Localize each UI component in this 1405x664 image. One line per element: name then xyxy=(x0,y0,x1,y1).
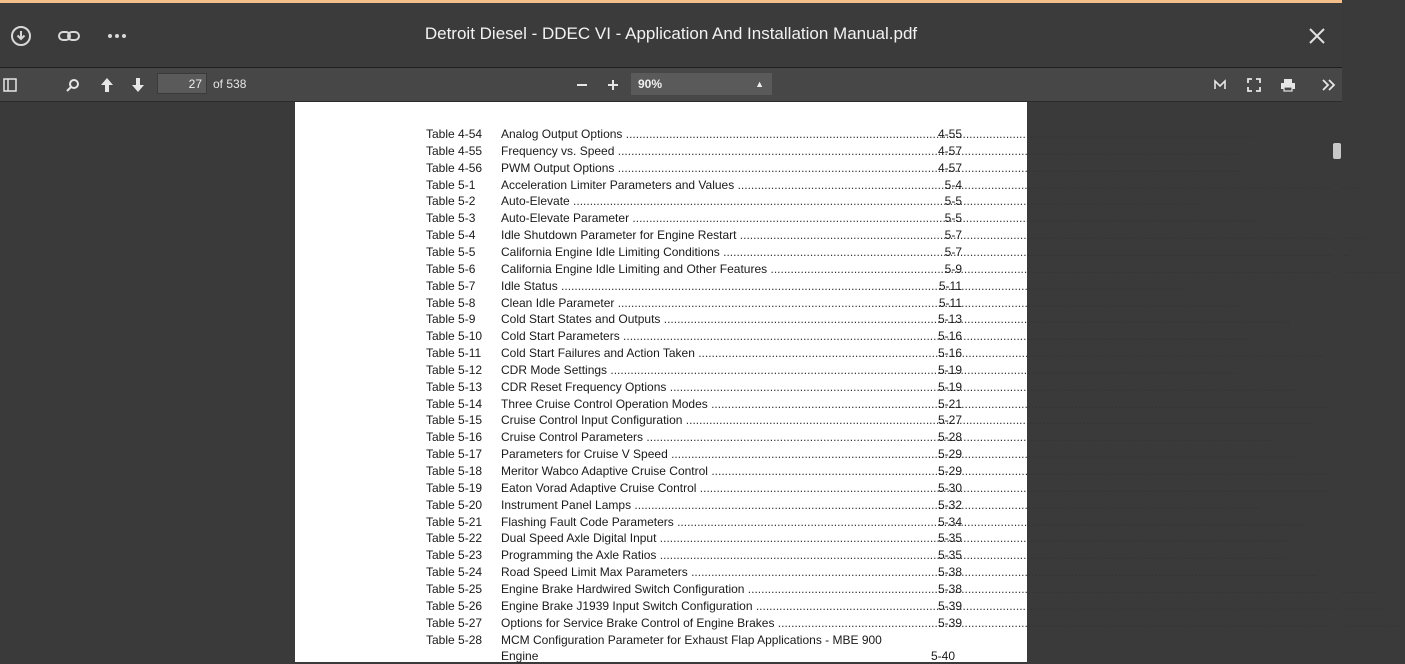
toc-row-label: Table 5-4 xyxy=(426,228,476,243)
toc-row[interactable] xyxy=(426,514,962,531)
toc-row-label: Table 5-7 xyxy=(426,278,476,293)
toc-row-title: Meritor Wabco Adaptive Cruise Control ..... xyxy=(501,463,862,479)
toc-row-page: 5-34 xyxy=(937,514,962,529)
toc-row[interactable] xyxy=(426,143,962,160)
toc-row-title: Flashing Fault Code Parameters ..... xyxy=(501,514,862,530)
toc-row-label: Table 5-23 xyxy=(426,548,483,563)
toc-row-label: Table 5-16 xyxy=(426,430,483,445)
toc-row-label: Table 5-22 xyxy=(426,531,483,546)
toc-row-title: Cruise Control Input Configuration ..... xyxy=(501,412,862,428)
toc-row-label: Table 5-19 xyxy=(426,480,483,495)
toc-row-page: 5-9 xyxy=(944,261,962,276)
zoom-value: 90% xyxy=(638,77,663,91)
sidebar-toggle-icon[interactable] xyxy=(0,68,20,101)
toc-row[interactable] xyxy=(426,412,962,429)
toc-row-continuation xyxy=(501,648,971,664)
toc-row[interactable] xyxy=(426,193,962,210)
toc-row[interactable] xyxy=(426,615,962,632)
toc-row-title-continuation: Engine xyxy=(501,649,539,664)
toc-row[interactable] xyxy=(426,160,962,177)
toc-row-label: Table 5-15 xyxy=(426,413,483,428)
toc-row[interactable] xyxy=(426,446,962,463)
fullscreen-icon[interactable] xyxy=(1244,68,1264,101)
toc-row-page: 5-38 xyxy=(937,565,962,580)
toc-row[interactable] xyxy=(426,345,962,362)
toc-row-page: 5-5 xyxy=(944,194,962,209)
toc-row-title: Auto-Elevate Parameter ..... xyxy=(501,210,862,226)
toc-row-page: 5-5 xyxy=(944,211,962,226)
close-icon[interactable] xyxy=(1305,24,1329,48)
toc-row-title: Cold Start States and Outputs ..... xyxy=(501,311,862,327)
tools-expand-icon[interactable] xyxy=(1318,68,1340,101)
toc-row-label: Table 5-20 xyxy=(426,497,483,512)
toc-row-page: 5-11 xyxy=(938,295,962,310)
toc-row-page: 4-57 xyxy=(937,143,962,158)
toc-row[interactable] xyxy=(426,210,962,227)
toc-row-title: MCM Configuration Parameter for Exhaust Flap Applications - MBE 900 xyxy=(501,632,882,647)
toc-row-page: 5-7 xyxy=(944,228,962,243)
toc-row-page: 5-19 xyxy=(937,379,962,394)
toc-row-label: Table 5-8 xyxy=(426,295,476,310)
toc-row[interactable] xyxy=(426,362,962,379)
toc-row-title: Instrument Panel Lamps ..... xyxy=(501,497,862,513)
toc-row-title: PWM Output Options ..... xyxy=(501,160,862,176)
toc-row-label: Table 5-18 xyxy=(426,464,483,478)
toc-row-title: Options for Service Brake Control of Engine Brakes ..... xyxy=(501,615,862,631)
toc-row-label: Table 5-28 xyxy=(426,632,483,647)
toc-row-page: 5-16 xyxy=(937,346,962,361)
toc-row-page: 4-57 xyxy=(937,160,962,175)
pdf-page xyxy=(295,102,1027,662)
toc-row-title: Cold Start Failures and Action Taken ..... xyxy=(501,345,862,361)
scrollbar-track[interactable] xyxy=(1332,102,1342,656)
toc-row-title: Road Speed Limit Max Parameters ..... xyxy=(501,564,862,580)
toc-row-page: 5-39 xyxy=(937,598,962,613)
toc-row-page: 5-40 xyxy=(931,649,956,664)
select-arrows-icon: ▲ xyxy=(755,79,764,89)
toc-row-title: Engine Brake Hardwired Switch Configuration ..... xyxy=(501,581,862,597)
toc-row-title: Auto-Elevate ..... xyxy=(501,193,862,209)
search-icon[interactable] xyxy=(62,68,84,101)
toc-row-title: Programming the Axle Ratios ..... xyxy=(501,547,862,563)
toc-row-title: Idle Status ..... xyxy=(501,278,862,294)
toc-row-label: Table 5-17 xyxy=(426,447,483,462)
zoom-select[interactable] xyxy=(631,73,772,95)
previous-page-icon[interactable] xyxy=(96,68,118,101)
toc-row[interactable] xyxy=(426,632,962,649)
toc-row-page: 5-28 xyxy=(937,430,962,445)
toc-row-page: 5-38 xyxy=(937,581,962,596)
toc-row[interactable] xyxy=(426,396,962,413)
document-viewer[interactable] xyxy=(0,102,1342,664)
toc-row-page: 5-29 xyxy=(937,447,962,462)
toc-row-label: Table 4-56 xyxy=(426,160,483,175)
toc-row[interactable] xyxy=(426,598,962,615)
toc-row-page: 5-21 xyxy=(937,396,962,411)
toc-row-page: 5-11 xyxy=(938,278,962,293)
toc-row-page: 5-27 xyxy=(937,413,962,428)
toc-row-label: Table 5-2 xyxy=(426,194,476,209)
page-count: of 538 xyxy=(213,77,247,91)
toc-row-title: Frequency vs. Speed ..... xyxy=(501,143,862,159)
toc-row-label: Table 4-54 xyxy=(426,127,483,141)
pdf-toolbar xyxy=(0,68,1342,102)
toc-row-title: Parameters for Cruise V Speed ..... xyxy=(501,446,862,462)
toc-row-page: 5-35 xyxy=(937,548,962,563)
toc-row[interactable] xyxy=(426,328,962,345)
scrollbar-thumb[interactable] xyxy=(1333,143,1341,159)
toc-row-label: Table 5-21 xyxy=(426,514,483,529)
toc-row-page: 5-29 xyxy=(937,464,962,478)
toc-row-page: 4-55 xyxy=(937,127,962,141)
toc-row-page: 5-32 xyxy=(937,497,962,512)
toc-row-title: Cruise Control Parameters ..... xyxy=(501,429,862,445)
print-icon[interactable] xyxy=(1277,68,1299,101)
toc-row-label: Table 5-3 xyxy=(426,211,476,226)
toc-row[interactable] xyxy=(426,177,962,194)
page-number-input[interactable] xyxy=(157,73,207,94)
toc-row-title: CDR Reset Frequency Options ..... xyxy=(501,379,862,395)
toc-row-label: Table 5-27 xyxy=(426,615,483,630)
toc-row-title: California Engine Idle Limiting Conditions ..... xyxy=(501,244,862,260)
toc-row-label: Table 5-10 xyxy=(426,329,483,344)
toc-row-title: Three Cruise Control Operation Modes ..... xyxy=(501,396,862,412)
toc-row[interactable] xyxy=(426,429,962,446)
toc-row-title: California Engine Idle Limiting and Other Features ..... xyxy=(501,261,862,277)
toc-row[interactable] xyxy=(426,581,962,598)
toc-row-label: Table 5-11 xyxy=(426,346,482,361)
toc-row-page: 5-13 xyxy=(937,312,962,327)
zoom-out-icon[interactable] xyxy=(572,68,592,101)
toc-row-title: CDR Mode Settings ..... xyxy=(501,362,862,378)
toc-row-title: Dual Speed Axle Digital Input ..... xyxy=(501,530,862,546)
toc-row-page: 5-35 xyxy=(937,531,962,546)
toc-row[interactable] xyxy=(426,547,962,564)
toc-row-label: Table 5-1 xyxy=(426,177,476,192)
toc-row-label: Table 5-6 xyxy=(426,261,476,276)
toc-row[interactable] xyxy=(426,530,962,547)
toc-row[interactable] xyxy=(426,564,962,581)
title-bar xyxy=(0,3,1342,67)
toc-row-page: 5-7 xyxy=(944,244,962,259)
toc-row[interactable] xyxy=(426,126,962,143)
toc-row-label: Table 5-14 xyxy=(426,396,483,411)
next-page-icon[interactable] xyxy=(127,68,149,101)
toc-row-page: 5-16 xyxy=(937,329,962,344)
toc-row-label: Table 5-24 xyxy=(426,565,483,580)
toc-row-label: Table 4-55 xyxy=(426,143,483,158)
toc-row-label: Table 5-9 xyxy=(426,312,476,327)
toc-row[interactable] xyxy=(426,295,962,312)
toc-row-title: Acceleration Limiter Parameters and Values ..... xyxy=(501,177,862,193)
toc-row-title: Cold Start Parameters ..... xyxy=(501,328,862,344)
toc-row[interactable] xyxy=(426,480,962,497)
toc-row-title: Analog Output Options ..... xyxy=(501,126,862,142)
toc-row[interactable] xyxy=(426,379,962,396)
toc-row[interactable] xyxy=(426,227,962,244)
toc-row[interactable] xyxy=(426,278,962,295)
toc-row-page: 5-39 xyxy=(937,615,962,630)
toc-row-page: 5-30 xyxy=(937,480,962,495)
toc-row-title: Idle Shutdown Parameter for Engine Restart ..... xyxy=(501,227,862,243)
presentation-mode-icon[interactable] xyxy=(1210,68,1230,101)
zoom-in-icon[interactable] xyxy=(603,68,623,101)
toc-row-title: Engine Brake J1939 Input Switch Configuration ..... xyxy=(501,598,862,614)
toc-row-title: Eaton Vorad Adaptive Cruise Control ..... xyxy=(501,480,862,496)
document-title: Detroit Diesel - DDEC VI - Application And Installation Manual.pdf xyxy=(424,24,918,43)
toc-row[interactable] xyxy=(426,244,962,261)
toc-row[interactable] xyxy=(426,463,962,480)
toc-row[interactable] xyxy=(426,311,962,328)
toc-row-label: Table 5-25 xyxy=(426,581,483,596)
toc-row-label: Table 5-13 xyxy=(426,379,483,394)
toc-row-page: 5-19 xyxy=(937,362,962,377)
toc-row-title: Clean Idle Parameter ..... xyxy=(501,295,862,311)
toc-row-label: Table 5-5 xyxy=(426,244,476,259)
toc-row-label: Table 5-12 xyxy=(426,362,483,377)
toc-row[interactable] xyxy=(426,497,962,514)
toc-row[interactable] xyxy=(426,261,962,278)
toc-row-page: 5-4 xyxy=(944,177,962,192)
toc-row-label: Table 5-26 xyxy=(426,598,483,613)
